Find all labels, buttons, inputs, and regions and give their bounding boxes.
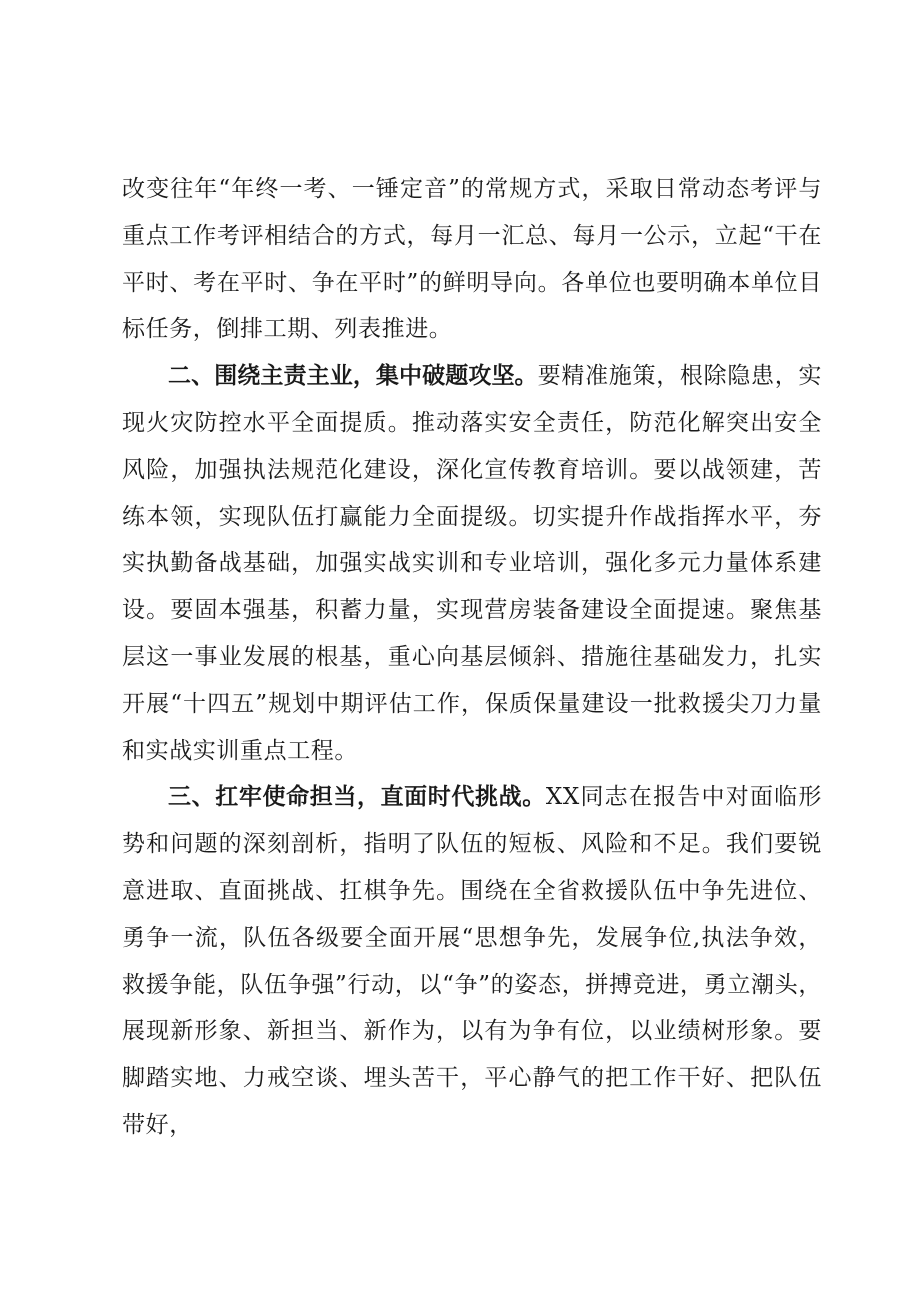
section-3-heading: 三、扛牢使命担当，直面时代挑战。 <box>168 784 546 811</box>
section-2-text: 要精准施策，根除隐患，实现火灾防控水平全面提质。推动落实安全责任，防范化解突出安全风险，加强执法规范化建设，深化宣传教育培训。要以战领建，苦练本领，实现队伍打赢能力全面提级。切实提升作战指挥水平，夯实执勤备战基础，加强实战实训和专业培训，强化多元力量体系建设。要固本强基，积蓄力量，实现营房装备建设全面提速。聚焦基层这一事业发展的根基，重心向基层倾斜、措施往基础发力，扎实开展“十四五”规划中期评估工作，保质保量建设一批救援尖刀力量和实战实训重点工程。 <box>122 363 823 764</box>
section-2-heading: 二、围绕主责主业，集中破题攻坚。 <box>168 363 538 390</box>
paragraph-section-2 <box>122 353 822 774</box>
paragraph-continuation <box>122 166 822 353</box>
section-3-text: XX同志在报告中对面临形势和问题的深刻剖析，指明了队伍的短板、风险和不足。我们要锐意进取、直面挑战、扛棋争先。围绕在全省救援队伍中争先进位、勇争一流，队伍各级要全面开展“思想争先，发展争位,执法争效，救援争能，队伍争强”行动，以“争”的姿态，拼搏竞进，勇立潮头，展现新形象、新担当、新作为，以有为争有位，以业绩树形象。要脚踏实地、力戒空谈、埋头苦干，平心静气的把工作干好、把队伍带好， <box>122 784 822 1138</box>
paragraph-section-3 <box>122 774 822 1148</box>
document-body <box>122 166 822 1149</box>
paragraph-1-text: 改变往年“年终一考、一锤定音”的常规方式，采取日常动态考评与重点工作考评相结合的方式，每月一汇总、每月一公示，立起“干在平时、考在平时、争在平时”的鲜明导向。各单位也要明确本单位目标任务，倒排工期、列表推进。 <box>122 176 822 343</box>
